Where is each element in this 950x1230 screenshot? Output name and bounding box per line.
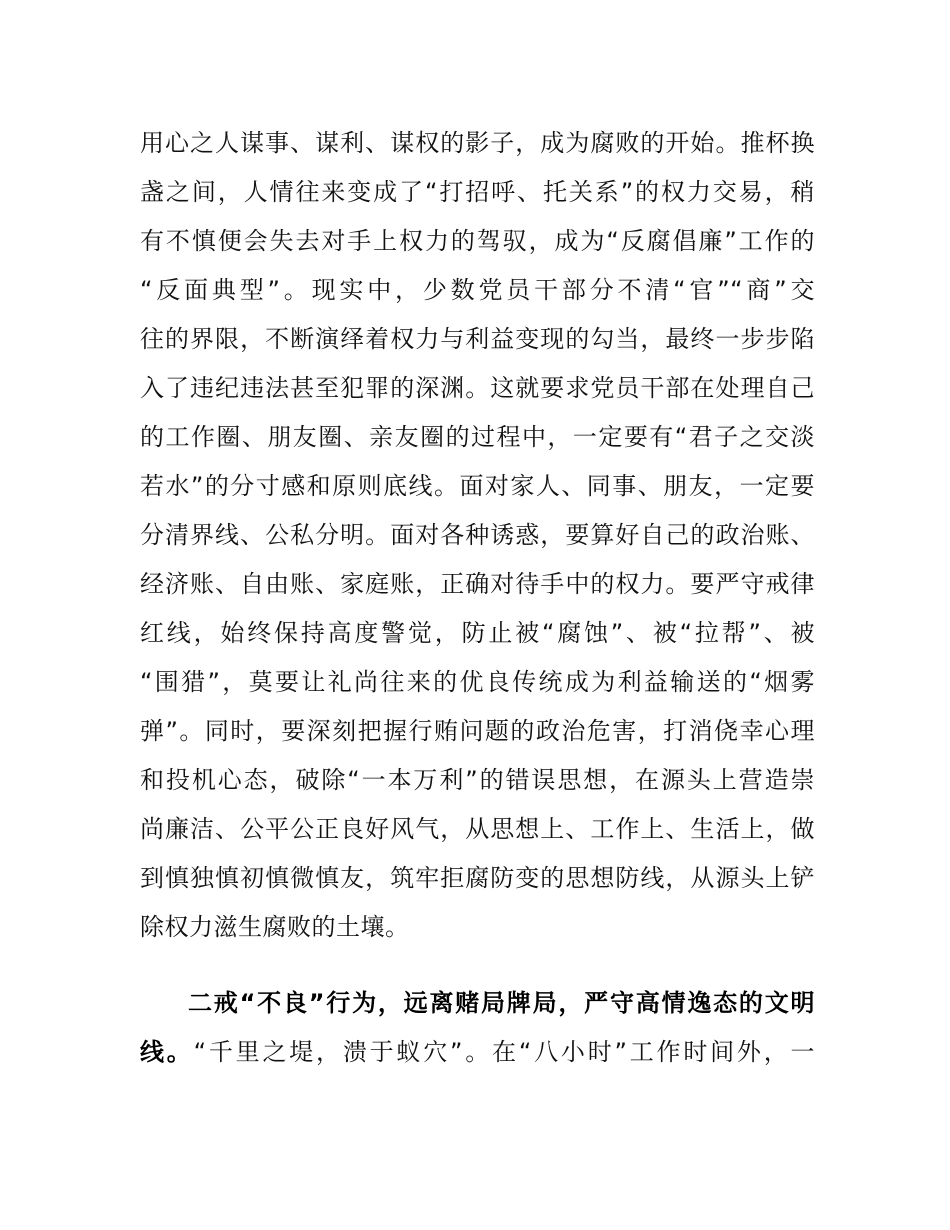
body-text-line: 入了违纪违法甚至犯罪的深渊。这就要求党员干部在处理自己 — [140, 374, 815, 402]
section-heading-line: 二戒“不良”行为，远离赌局牌局，严守高情逸态的文明 — [188, 989, 815, 1017]
body-text-line: 和投机心态，破除“一本万利”的错误思想，在源头上营造崇 — [140, 766, 815, 794]
body-text-line: 经济账、自由账、家庭账，正确对待手中的权力。要严守戒律 — [140, 570, 815, 598]
body-text-line: “反面典型”。现实中，少数党员干部分不清“官”“商”交 — [140, 276, 815, 304]
body-text-line: 用心之人谋事、谋利、谋权的影子，成为腐败的开始。推杯换 — [140, 129, 815, 157]
body-text-line: 除权力滋生腐败的土壤。 — [140, 913, 410, 941]
body-text-line: 到慎独慎初慎微慎友，筑牢拒腐防变的思想防线，从源头上铲 — [140, 864, 815, 892]
section-heading-end: 线。 — [140, 1038, 194, 1066]
body-text-line: 弹”。同时，要深刻把握行贿问题的政治危害，打消侥幸心理 — [140, 717, 815, 745]
body-text-line: 若水”的分寸感和原则底线。面对家人、同事、朋友，一定要 — [140, 472, 815, 500]
body-text-line: 的工作圈、朋友圈、亲友圈的过程中，一定要有“君子之交淡 — [140, 423, 815, 451]
body-text-line: 盏之间，人情往来变成了“打招呼、托关系”的权力交易，稍 — [140, 178, 815, 206]
body-text-line — [140, 1037, 815, 1067]
body-text-line: 往的界限，不断演绎着权力与利益变现的勾当，最终一步步陷 — [140, 325, 815, 353]
body-text-line: 分清界线、公私分明。面对各种诱惑，要算好自己的政治账、 — [140, 521, 815, 549]
body-text-line: 红线，始终保持高度警觉，防止被“腐蚀”、被“拉帮”、被 — [140, 619, 815, 647]
body-text-continuation: “千里之堤，溃于蚁穴”。在“八小时”工作时间外，一 — [193, 1038, 816, 1066]
body-text-line: 有不慎便会失去对手上权力的驾驭，成为“反腐倡廉”工作的 — [140, 227, 815, 255]
body-text-line: 尚廉洁、公平公正良好风气，从思想上、工作上、生活上，做 — [140, 815, 815, 843]
body-text-line: “围猎”，莫要让礼尚往来的优良传统成为利益输送的“烟雾 — [140, 668, 815, 696]
